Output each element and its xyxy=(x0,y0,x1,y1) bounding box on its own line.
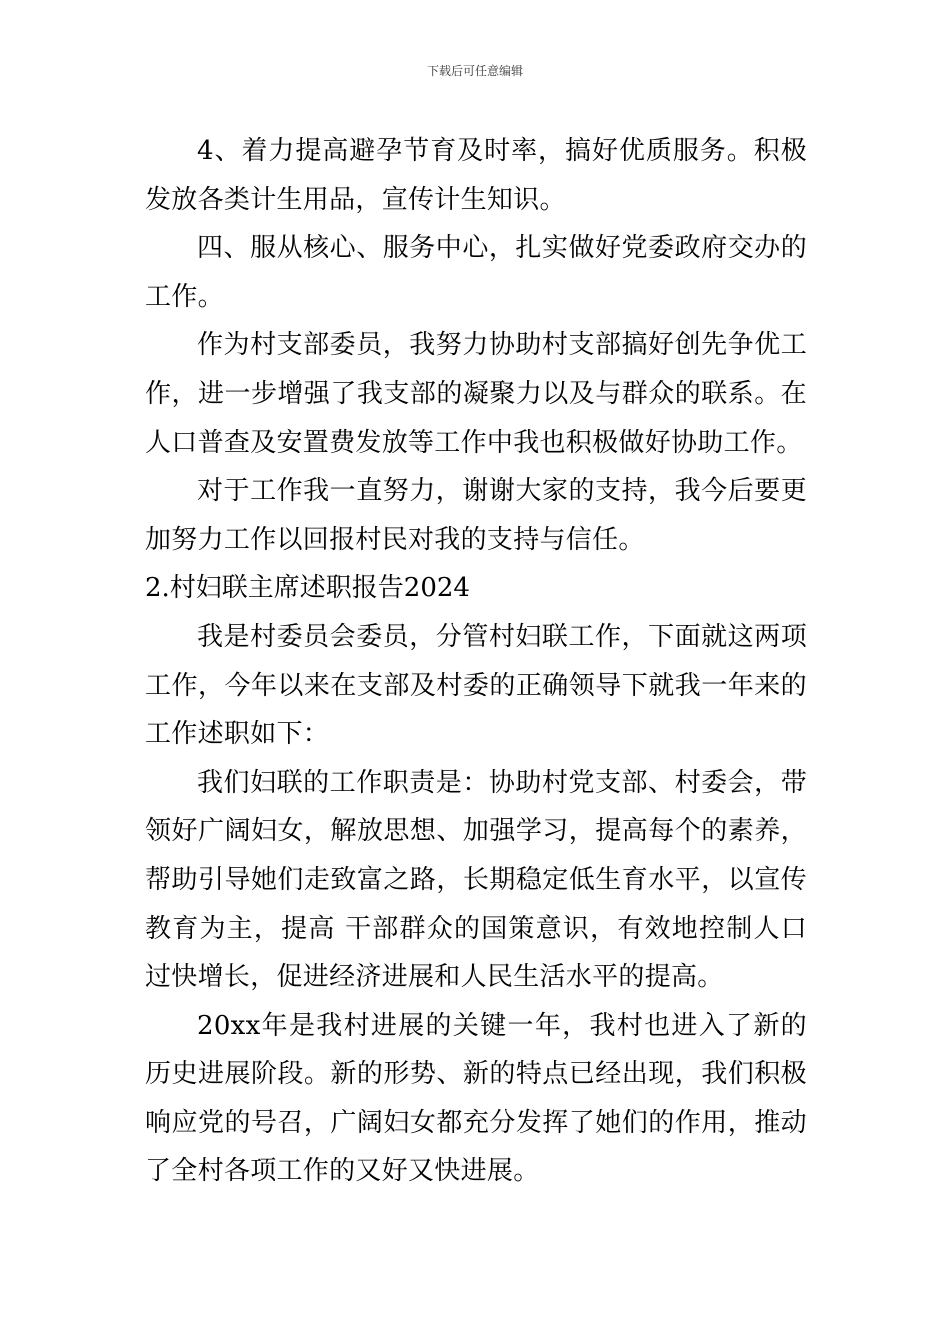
paragraph: 20xx年是我村进展的关键一年，我村也进入了新的历史进展阶段。新的形势、新的特点已经出现，我们积极响应党的号召，广阔妇女都充分发挥了她们的作用，推动了全村各项工作的又好又快进展。 xyxy=(145,1010,807,1187)
paragraph: 作为村支部委员，我努力协助村支部搞好创先争优工作，进一步增强了我支部的凝聚力以及与群众的联系。在人口普查及安置费发放等工作中我也积极做好协助工作。 xyxy=(145,330,807,458)
report-title: 2.村妇联主席述职报告2024 xyxy=(145,573,470,604)
section-heading-paragraph: 四、服从核心、服务中心，扎实做好党委政府交办的工作。 xyxy=(145,233,807,312)
page-header: 下载后可任意编辑 xyxy=(426,64,523,78)
document-body xyxy=(145,127,807,1196)
paragraph: 4、着力提高避孕节育及时率，搞好优质服务。积极发放各类计生用品，宣传计生知识。 xyxy=(145,136,807,215)
paragraph: 对于工作我一直努力，谢谢大家的支持，我今后要更加努力工作以回报村民对我的支持与信任。 xyxy=(145,476,807,555)
paragraph: 我们妇联的工作职责是：协助村党支部、村委会，带领好广阔妇女，解放思想、加强学习，提高每个的素养，帮助引导她们走致富之路，长期稳定低生育水平，以宣传教育为主，提高 干部群众的国策意识，有效地控制人口过快增长，促进经济进展和人民生活水平的提高。 xyxy=(145,767,807,993)
paragraph: 我是村委员会委员，分管村妇联工作，下面就这两项工作，今年以来在支部及村委的正确领导下就我一年来的工作述职如下： xyxy=(145,621,807,750)
